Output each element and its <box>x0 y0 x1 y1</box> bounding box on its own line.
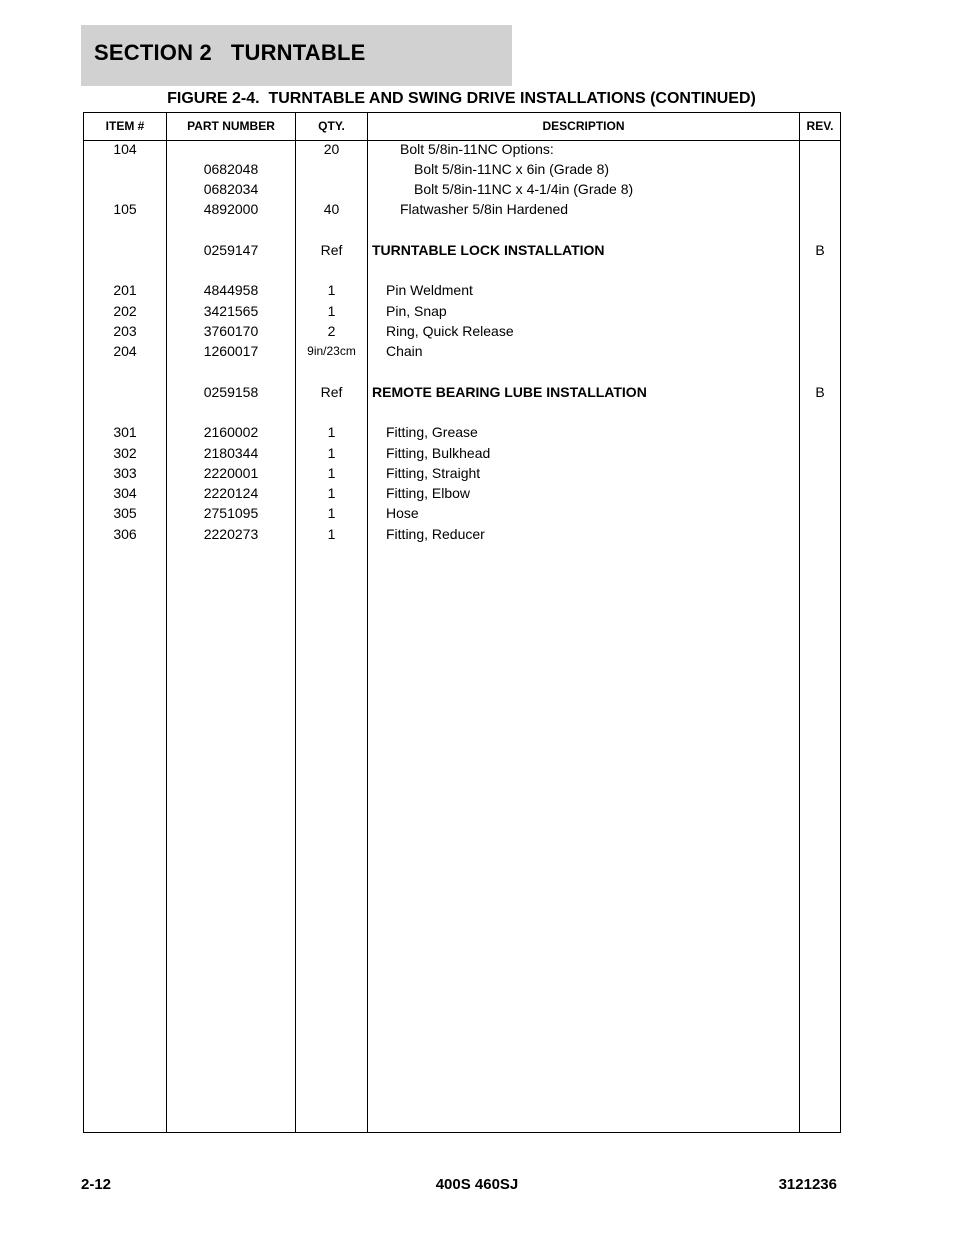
header-rev: REV. <box>806 119 834 133</box>
part-number: 1260017 <box>203 343 259 359</box>
description: REMOTE BEARING LUBE INSTALLATION <box>372 384 647 400</box>
part-number: 2220001 <box>203 465 259 481</box>
description: Pin, Snap <box>386 303 447 319</box>
section-title: SECTION 2 TURNTABLE <box>94 40 366 65</box>
header-qty: QTY. <box>318 119 345 133</box>
quantity: 1 <box>327 282 336 298</box>
figure-title: FIGURE 2-4. TURNTABLE AND SWING DRIVE INSTALLATIONS (CONTINUED) <box>167 90 756 107</box>
quantity: 1 <box>327 465 336 481</box>
item-number: 303 <box>113 465 137 481</box>
item-number: 302 <box>113 445 137 461</box>
document-number: 3121236 <box>778 1176 837 1193</box>
table-row <box>84 503 840 523</box>
description: TURNTABLE LOCK INSTALLATION <box>372 242 605 258</box>
description: Fitting, Elbow <box>386 485 471 501</box>
column-divider <box>799 113 800 1132</box>
item-number: 202 <box>113 303 137 319</box>
description: Fitting, Straight <box>386 465 481 481</box>
description: Pin Weldment <box>386 282 473 298</box>
table-row <box>84 443 840 463</box>
description: Ring, Quick Release <box>386 323 514 339</box>
description: Bolt 5/8in-11NC x 6in (Grade 8) <box>414 161 610 177</box>
description: Bolt 5/8in-11NC x 4-1/4in (Grade 8) <box>414 181 634 197</box>
table-row <box>84 422 840 442</box>
table-row <box>84 280 840 300</box>
item-number: 304 <box>113 485 137 501</box>
table-row <box>84 301 840 321</box>
parts-table <box>83 112 841 1133</box>
part-number: 0682048 <box>203 161 259 177</box>
quantity: 20 <box>323 141 340 157</box>
header-part-number: PART NUMBER <box>187 119 275 133</box>
part-number: 2220273 <box>203 526 259 542</box>
table-row <box>84 483 840 503</box>
quantity: 1 <box>327 485 336 501</box>
description: Bolt 5/8in-11NC Options: <box>400 141 554 157</box>
item-number: 201 <box>113 282 137 298</box>
part-number: 0682034 <box>203 181 259 197</box>
description: Chain <box>386 343 423 359</box>
table-row <box>84 321 840 341</box>
quantity: 40 <box>323 201 340 217</box>
item-number: 203 <box>113 323 137 339</box>
quantity: 1 <box>327 526 336 542</box>
column-divider <box>166 113 167 1132</box>
revision: B <box>815 242 825 258</box>
description: Flatwasher 5/8in Hardened <box>400 201 569 217</box>
part-number: 4892000 <box>203 201 259 217</box>
table-row <box>84 139 840 159</box>
quantity: 1 <box>327 505 336 521</box>
model-number: 400S 460SJ <box>435 1176 519 1193</box>
column-divider <box>367 113 368 1132</box>
item-number: 305 <box>113 505 137 521</box>
part-number: 2751095 <box>203 505 259 521</box>
quantity: 1 <box>327 424 336 440</box>
part-number: 2160002 <box>203 424 259 440</box>
part-number: 0259158 <box>203 384 259 400</box>
quantity: 1 <box>327 445 336 461</box>
page-number: 2-12 <box>81 1176 112 1193</box>
part-number: 2220124 <box>203 485 259 501</box>
description: Fitting, Grease <box>386 424 478 440</box>
part-number: 3760170 <box>203 323 259 339</box>
part-number: 4844958 <box>203 282 259 298</box>
revision: B <box>815 384 825 400</box>
column-divider <box>295 113 296 1132</box>
item-number: 306 <box>113 526 137 542</box>
description: Fitting, Bulkhead <box>386 445 491 461</box>
item-number: 301 <box>113 424 137 440</box>
description: Fitting, Reducer <box>386 526 485 542</box>
item-number: 105 <box>113 201 137 217</box>
quantity: Ref <box>320 384 343 400</box>
description: Hose <box>386 505 419 521</box>
quantity: 1 <box>327 303 336 319</box>
quantity: Ref <box>320 242 343 258</box>
table-row <box>84 179 840 199</box>
table-row <box>84 159 840 179</box>
quantity: 2 <box>327 323 336 339</box>
quantity: 9in/23cm <box>307 344 356 358</box>
table-row <box>84 240 840 260</box>
table-row <box>84 341 840 361</box>
table-row <box>84 382 840 402</box>
part-number: 2180344 <box>203 445 259 461</box>
part-number: 0259147 <box>203 242 259 258</box>
section-header <box>81 25 512 86</box>
part-number: 3421565 <box>203 303 259 319</box>
table-row <box>84 524 840 544</box>
header-item: ITEM # <box>105 119 145 133</box>
table-row <box>84 463 840 483</box>
header-description: DESCRIPTION <box>542 119 625 133</box>
table-row <box>84 199 840 219</box>
item-number: 204 <box>113 343 137 359</box>
item-number: 104 <box>113 141 137 157</box>
